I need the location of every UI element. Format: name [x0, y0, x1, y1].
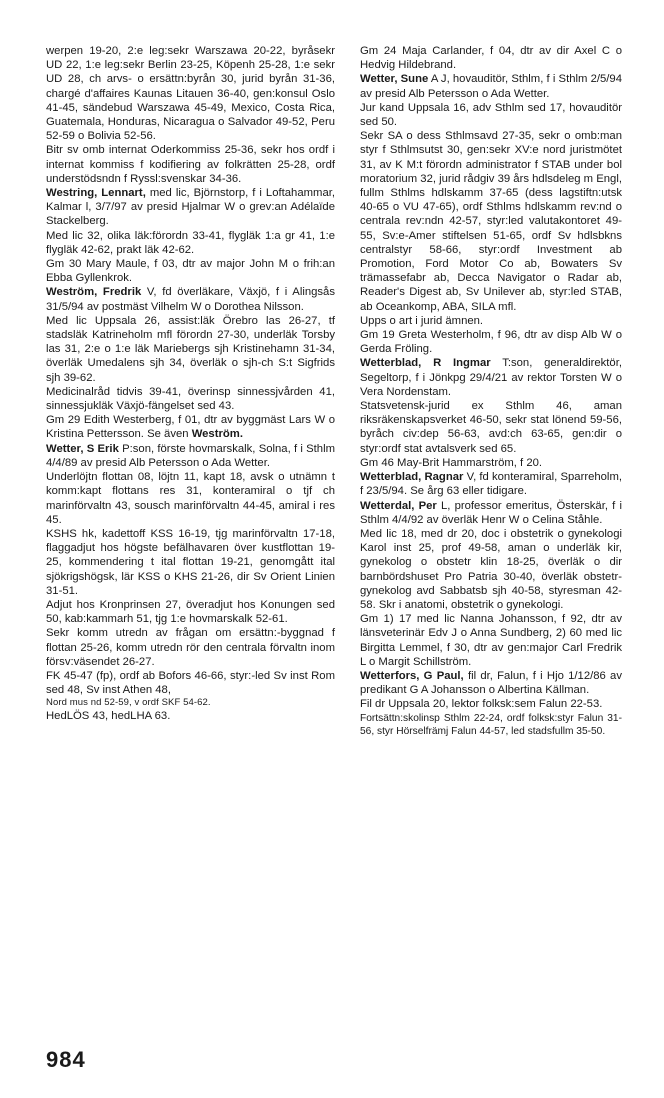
entry-text: Gm 1) 17 med lic Nanna Johansson, f 92, dtr av länsveterinär Edv J o Anna Sundberg, 2) 60 med lic Birgitta Lemmel, f 30, dtr av gen:major Carl Fredrik L o Margit Schillström.	[360, 613, 622, 668]
person-name: Wetter, S Erik	[46, 442, 119, 455]
entry-text: Upps o art i jurid ämnen.	[360, 314, 484, 327]
biography-entry	[360, 72, 622, 100]
entry-text: Sekr komm utredn av frågan om ersättn:-byggnad f flottan 25-26, komm utredn rör den centrala förvaltn inom försv:väsendet 26-27.	[46, 627, 335, 668]
entry-paragraph	[46, 626, 335, 669]
entry-paragraph	[360, 101, 622, 129]
biography-entry	[360, 356, 622, 399]
entry-paragraph	[360, 527, 622, 612]
entry-text: T:son, generaldirektör, Segeltorp, f i Jönkpg 29/4/21 av rektor Torsten W o Vera Nordenstam.	[360, 357, 622, 398]
entry-paragraph	[46, 314, 335, 385]
biography-entry	[360, 470, 622, 498]
entry-text: Gm 46 May-Brit Hammarström, f 20.	[360, 456, 543, 469]
entry-text: fil dr, Falun, f i Hjo 1/12/86 av predikant G A Johansson o Albertina Källman.	[360, 669, 622, 697]
entry-paragraph	[46, 470, 335, 527]
entry-paragraph	[360, 44, 622, 72]
entry-paragraph	[46, 143, 335, 186]
biography-entry	[46, 442, 335, 470]
entry-paragraph	[360, 612, 622, 669]
entry-paragraph	[46, 229, 335, 257]
entry-text: Sekr SA o dess Sthlmsavd 27-35, sekr o omb:man styr f Sthlmsutst 30, gen:sekr XV:e nord juristmötet 31, av K M:t förordn administrator f STAB under bol moratorium 32, jurid rådgiv 39 års hdlsdeleg m Engl, fullm Sthlms hdlskamm 37-65 (dess lagstiftn:utsk 40-65 o VU 47-65), ordf Sthlms hdlskamm rev:nd o centrala rev:ndn 42-57, styr:led valutakontoret 49-55, Sv:e-Amer stiftelsen 51-65, ordf Sv hdlsbkns centralstyr 58-66, styr:ordf Investment ab Promotion, Ford Motor Co ab, Bowaters Sv trämassefabr ab, Decca Navigator o Radar ab, Reader's Digest ab, Sv Unilever ab, styr:led STAB, ab Oceankomp, ABA, SILA mfl.	[360, 130, 622, 313]
entry-text: Nord mus nd 52-59, v ordf SKF 54-62.	[46, 697, 211, 709]
person-name: Wetterdal, Per	[360, 499, 437, 512]
biography-entry	[360, 669, 622, 697]
cross-reference: Weström.	[191, 428, 243, 441]
entry-text: V, fd överläkare, Växjö, f i Alingsås 31/5/94 av postmäst Vilhelm W o Dorothea Nilsson.	[46, 286, 335, 313]
right-column	[360, 44, 622, 738]
entry-paragraph	[360, 456, 622, 470]
entry-text: A J, hovauditör, Sthlm, f i Sthlm 2/5/94 av presid Alb Petersson o Ada Wetter.	[360, 73, 623, 100]
entry-paragraph	[360, 697, 622, 711]
entry-paragraph	[360, 712, 622, 738]
entry-text: Med lic 18, med dr 20, doc i obstetrik o gynekologi Karol inst 25, prof 49-58, aman o underläk kir, gynekolog o obstetr klin 18-25, överläk o dir barnbördshuset Pro Patria 30-40, överläk obstetr-gynekolog avd Sabbatsb sjh 40-58, styresman 42-58. Skr i anatomi, obstetrik o gynekologi.	[360, 527, 622, 611]
entry-text: Medicinalråd tidvis 39-41, överinsp sinnessjvården 41, sinnessjukläk Växjö-fängelset sed 43.	[46, 385, 335, 413]
entry-text: Adjut hos Kronprinsen 27, överadjut hos Konungen sed 50, kab:kammarh 51, tjg 1:e hovmarskalk 52-61.	[46, 598, 335, 626]
entry-paragraph	[360, 399, 622, 456]
entry-text: Gm 30 Mary Maule, f 03, dtr av major John M o frih:an Ebba Gyllenkrok.	[46, 258, 335, 285]
entry-text: werpen 19-20, 2:e leg:sekr Warszawa 20-22, byråsekr UD 22, 1:e leg:sekr Berlin 23-25, Köpenh 25-28, 1:e sekr UD 28, ch arvs- o ersättn:byrån 30, jurid byrån 31-36, chargé d'affaires Kaunas Litauen 36-40, gen:konsul Oslo 41-45, sändebud Warszawa 45-49, Mexico, Costa Rica, Guatemala, Honduras, Nicaragua o Salvador 49-52, Peru 52-59 o Bolivia 52-56.	[46, 45, 335, 143]
entry-text: L, professor emeritus, Österskär, f i Sthlm 4/4/92 av överläk Henr W o Celina Ståhle.	[360, 499, 622, 526]
entry-paragraph	[46, 413, 335, 441]
person-name: Westring, Lennart,	[46, 187, 146, 200]
entry-paragraph	[360, 328, 622, 356]
entry-text: Gm 19 Greta Westerholm, f 96, dtr av disp Alb W o Gerda Fröling.	[360, 329, 622, 356]
entry-paragraph	[46, 257, 335, 285]
entry-text: Med lic 32, olika läk:förordn 33-41, flygläk 1:a gr 41, 1:e flygläk 42-62, prakt läk 42-62.	[46, 229, 335, 256]
biography-entry	[46, 285, 335, 313]
entry-text: Underlöjtn flottan 08, löjtn 11, kapt 18, avsk o utnämn t komm:kapt flottans res 31, konteramiral o tjf ch marinförvaltn 43, sousch marinförvaltn 44-45, amiral i res 45.	[46, 471, 335, 526]
biography-entry	[360, 499, 622, 527]
entry-text: Med lic Uppsala 26, assist:läk Örebro las 26-27, tf stadsläk Katrineholm mfl förordn 27-30, underläk Torsby las 31, 2:e o 1:e läk Mariebergs sjh Kristinehamn 31-34, överläk Umedalens sjh 34, överläk o sjh-ch S:t Sigfrids sjh 39-62.	[46, 314, 335, 384]
entry-text: Fil dr Uppsala 20, lektor folksk:sem Falun 22-53.	[360, 698, 603, 711]
biography-entry	[46, 186, 335, 229]
entry-text: Gm 29 Edith Westerberg, f 01, dtr av byggmäst Lars W o Kristina Pettersson. Se även	[46, 414, 335, 441]
person-name: Wetter, Sune	[360, 73, 429, 86]
entry-text: KSHS hk, kadettoff KSS 16-19, tjg marinförvaltn 17-18, flaggadjut hos högste befälhavaren över kustflottan 19-25, kommendering t ital flottan 19-21, genomgått ital sjökrigshögsk, lär KSS o KHS 21-26, dir Sv Orient Linien 31-51.	[46, 527, 335, 597]
entry-text: med lic, Björnstorp, f i Loftahammar, Kalmar l, 3/7/97 av presid Hjalmar W o grev:an Adélaïde Stackelberg.	[46, 187, 336, 228]
entry-text: Statsvetensk-jurid ex Sthlm 46, aman riksräkenskapsverket 46-50, sekr stat lönend 59-56, byråch civ:dep 56-63, avd:ch 63-65, gen:dir o styr:ordf stat avtalsverk sed 65.	[360, 400, 622, 455]
entry-paragraph	[46, 669, 335, 697]
left-column	[46, 44, 335, 724]
entry-paragraph	[46, 709, 335, 723]
entry-paragraph	[46, 697, 335, 709]
person-name: Wetterblad, Ragnar	[360, 471, 464, 484]
entry-text: Bitr sv omb internat Oderkommiss 25-36, sekr hos ordf i internat kommiss f kodifiering av folkrätten 25-28, ordf understödsndn f Ryssl:svenskar 34-36.	[46, 144, 335, 185]
entry-text: FK 45-47 (fp), ordf ab Bofors 46-66, styr:-led Sv inst Rom sed 48, Sv inst Athen 48,	[46, 669, 335, 697]
person-name: Weström, Fredrik	[46, 286, 142, 299]
page-number: 984	[46, 1047, 86, 1072]
entry-text: Fortsättn:skolinsp Sthlm 22-24, ordf folksk:styr Falun 31-56, styr Hörselfrämj Falun 44-57, led stadsfullm 35-50.	[360, 712, 622, 737]
entry-paragraph	[46, 598, 335, 626]
entry-paragraph	[46, 527, 335, 598]
entry-paragraph	[360, 314, 622, 328]
entry-paragraph	[46, 385, 335, 413]
person-name: Wetterfors, G Paul,	[360, 669, 464, 682]
entry-text: HedLÖS 43, hedLHA 63.	[46, 710, 171, 723]
entry-text: V, fd konteramiral, Sparreholm, f 23/5/94. Se årg 63 eller tidigare.	[360, 471, 622, 498]
entry-text: P:son, förste hovmarskalk, Solna, f i Sthlm 4/4/89 av presid Alb Petersson o Ada Wetter.	[46, 442, 336, 469]
entry-text: Jur kand Uppsala 16, adv Sthlm sed 17, hovauditör sed 50.	[360, 101, 622, 129]
entry-paragraph	[46, 44, 335, 143]
entry-paragraph	[360, 129, 622, 314]
entry-text: Gm 24 Maja Carlander, f 04, dtr av dir Axel C o Hedvig Hildebrand.	[360, 45, 622, 72]
person-name: Wetterblad, R Ingmar	[360, 357, 491, 370]
